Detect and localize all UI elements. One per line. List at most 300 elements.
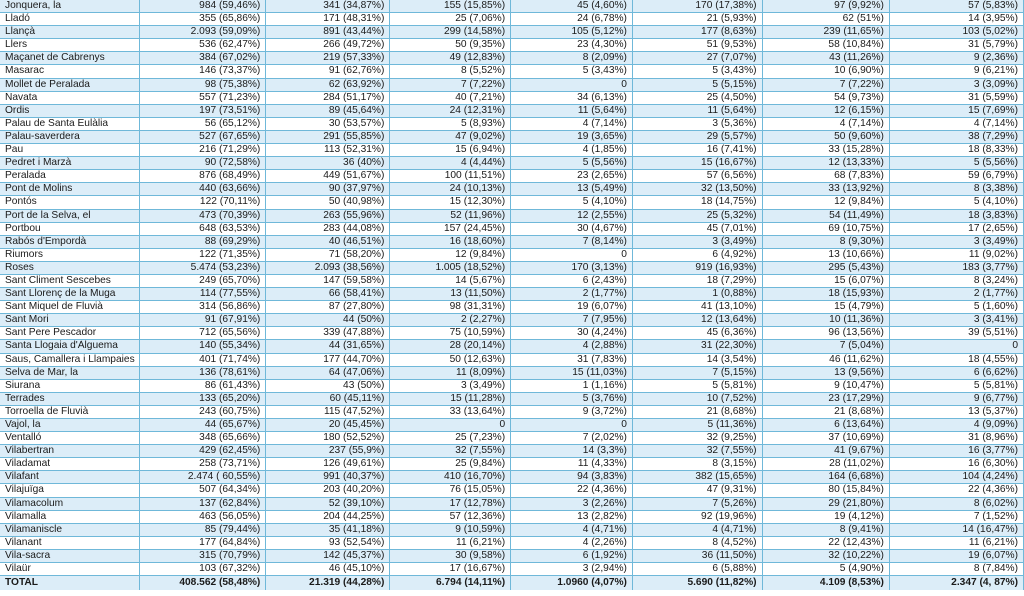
table-row xyxy=(0,366,1024,379)
value-cell: 137 (62,84%) xyxy=(140,497,266,510)
value-cell: 2 (1,77%) xyxy=(889,288,1023,301)
value-cell: 31 (7,83%) xyxy=(511,353,633,366)
value-cell: 13 (9,56%) xyxy=(762,366,889,379)
value-cell: 355 (65,86%) xyxy=(140,13,266,26)
value-cell: 5 (1,60%) xyxy=(889,301,1023,314)
value-cell: 18 (4,55%) xyxy=(889,353,1023,366)
table-row xyxy=(0,91,1024,104)
value-cell: 43 (11,26%) xyxy=(762,52,889,65)
municipality-name: Sant Miquel de Fluvià xyxy=(0,301,140,314)
value-cell: 86 (61,43%) xyxy=(140,379,266,392)
value-cell: 27 (7,07%) xyxy=(632,52,762,65)
value-cell: 203 (40,20%) xyxy=(266,484,390,497)
table-row xyxy=(0,458,1024,471)
value-cell: 105 (5,12%) xyxy=(511,26,633,39)
value-cell: 12 (13,64%) xyxy=(632,314,762,327)
value-cell: 24 (12,31%) xyxy=(390,104,511,117)
value-cell: 47 (9,02%) xyxy=(390,130,511,143)
value-cell: 557 (71,23%) xyxy=(140,91,266,104)
value-cell: 41 (13,10%) xyxy=(632,301,762,314)
table-row xyxy=(0,471,1024,484)
value-cell: 170 (3,13%) xyxy=(511,261,633,274)
municipality-name: Pontós xyxy=(0,196,140,209)
value-cell: 46 (45,10%) xyxy=(266,563,390,576)
value-cell: 14 (5,67%) xyxy=(390,274,511,287)
value-cell: 90 (72,58%) xyxy=(140,157,266,170)
value-cell: 19 (6,07%) xyxy=(889,549,1023,562)
value-cell: 473 (70,39%) xyxy=(140,209,266,222)
value-cell: 4 (7,14%) xyxy=(889,117,1023,130)
table-row xyxy=(0,549,1024,562)
value-cell: 15 (4,79%) xyxy=(762,301,889,314)
value-cell: 15 (11,03%) xyxy=(511,366,633,379)
value-cell: 3 (5,36%) xyxy=(632,117,762,130)
table-row xyxy=(0,196,1024,209)
value-cell: 197 (73,51%) xyxy=(140,104,266,117)
value-cell: 11 (4,33%) xyxy=(511,458,633,471)
value-cell: 8 (6,02%) xyxy=(889,497,1023,510)
municipality-name: Pont de Molins xyxy=(0,183,140,196)
table-row xyxy=(0,405,1024,418)
value-cell: 440 (63,66%) xyxy=(140,183,266,196)
value-cell: 382 (15,65%) xyxy=(632,471,762,484)
value-cell: 2 (1,77%) xyxy=(511,288,633,301)
value-cell: 14 (3,95%) xyxy=(889,13,1023,26)
value-cell: 5 (5,81%) xyxy=(632,379,762,392)
value-cell: 66 (58,41%) xyxy=(266,288,390,301)
value-cell: 0 xyxy=(889,340,1023,353)
table-row xyxy=(0,104,1024,117)
value-cell: 52 (11,96%) xyxy=(390,209,511,222)
value-cell: 339 (47,88%) xyxy=(266,327,390,340)
value-cell: 7 (5,15%) xyxy=(632,366,762,379)
value-cell: 44 (50%) xyxy=(266,314,390,327)
municipality-name: Terrades xyxy=(0,392,140,405)
value-cell: 21 (5,93%) xyxy=(632,13,762,26)
value-cell: 177 (64,84%) xyxy=(140,536,266,549)
value-cell: 7 (8,14%) xyxy=(511,235,633,248)
total-label: TOTAL xyxy=(0,576,140,591)
table-row xyxy=(0,536,1024,549)
value-cell: 96 (13,56%) xyxy=(762,327,889,340)
value-cell: 177 (44,70%) xyxy=(266,353,390,366)
value-cell: 8 (2,09%) xyxy=(511,52,633,65)
value-cell: 4 (2,26%) xyxy=(511,536,633,549)
value-cell: 14 (16,47%) xyxy=(889,523,1023,536)
value-cell: 7 (1,52%) xyxy=(889,510,1023,523)
municipality-name: Portbou xyxy=(0,222,140,235)
table-row xyxy=(0,445,1024,458)
value-cell: 38 (7,29%) xyxy=(889,130,1023,143)
value-cell: 32 (9,25%) xyxy=(632,432,762,445)
value-cell: 37 (10,69%) xyxy=(762,432,889,445)
value-cell: 219 (57,33%) xyxy=(266,52,390,65)
value-cell: 8 (9,41%) xyxy=(762,523,889,536)
value-cell: 155 (15,85%) xyxy=(390,0,511,13)
value-cell: 22 (12,43%) xyxy=(762,536,889,549)
value-cell: 401 (71,74%) xyxy=(140,353,266,366)
municipality-name: Sant Llorenç de la Muga xyxy=(0,288,140,301)
municipality-name: Lladó xyxy=(0,13,140,26)
value-cell: 5.474 (53,23%) xyxy=(140,261,266,274)
value-cell: 49 (12,83%) xyxy=(390,52,511,65)
value-cell: 32 (13,50%) xyxy=(632,183,762,196)
value-cell: 6 (1,92%) xyxy=(511,549,633,562)
value-cell: 98 (31,31%) xyxy=(390,301,511,314)
value-cell: 29 (21,80%) xyxy=(762,497,889,510)
value-cell: 8 (3,38%) xyxy=(889,183,1023,196)
municipality-name: Viladamat xyxy=(0,458,140,471)
value-cell: 315 (70,79%) xyxy=(140,549,266,562)
value-cell: 11 (9,02%) xyxy=(889,248,1023,261)
value-cell: 164 (6,68%) xyxy=(762,471,889,484)
value-cell: 115 (47,52%) xyxy=(266,405,390,418)
value-cell: 39 (5,51%) xyxy=(889,327,1023,340)
value-cell: 91 (67,91%) xyxy=(140,314,266,327)
value-cell: 19 (4,12%) xyxy=(762,510,889,523)
municipality-name: Jonquera, la xyxy=(0,0,140,13)
value-cell: 34 (6,13%) xyxy=(511,91,633,104)
value-cell: 6 (2,43%) xyxy=(511,274,633,287)
value-cell: 88 (69,29%) xyxy=(140,235,266,248)
value-cell: 31 (5,79%) xyxy=(889,39,1023,52)
value-cell: 284 (51,17%) xyxy=(266,91,390,104)
value-cell: 32 (7,55%) xyxy=(390,445,511,458)
value-cell: 10 (7,52%) xyxy=(632,392,762,405)
value-cell: 94 (3,83%) xyxy=(511,471,633,484)
value-cell: 25 (7,23%) xyxy=(390,432,511,445)
value-cell: 180 (52,52%) xyxy=(266,432,390,445)
value-cell: 15 (16,67%) xyxy=(632,157,762,170)
value-cell: 30 (4,67%) xyxy=(511,222,633,235)
value-cell: 507 (64,34%) xyxy=(140,484,266,497)
value-cell: 429 (62,45%) xyxy=(140,445,266,458)
value-cell: 45 (4,60%) xyxy=(511,0,633,13)
value-cell: 25 (7,06%) xyxy=(390,13,511,26)
value-cell: 13 (5,49%) xyxy=(511,183,633,196)
value-cell: 71 (58,20%) xyxy=(266,248,390,261)
municipality-name: Maçanet de Cabrenys xyxy=(0,52,140,65)
value-cell: 5 (4,10%) xyxy=(511,196,633,209)
value-cell: 1 (0,88%) xyxy=(632,288,762,301)
total-value-cell: 1.0960 (4,07%) xyxy=(511,576,633,591)
municipality-name: Masarac xyxy=(0,65,140,78)
value-cell: 75 (10,59%) xyxy=(390,327,511,340)
value-cell: 28 (20,14%) xyxy=(390,340,511,353)
value-cell: 7 (7,22%) xyxy=(762,78,889,91)
value-cell: 31 (22,30%) xyxy=(632,340,762,353)
value-cell: 36 (40%) xyxy=(266,157,390,170)
municipality-name: Riumors xyxy=(0,248,140,261)
value-cell: 57 (12,36%) xyxy=(390,510,511,523)
value-cell: 9 (2,36%) xyxy=(889,52,1023,65)
value-cell: 3 (3,09%) xyxy=(889,78,1023,91)
value-cell: 536 (62,47%) xyxy=(140,39,266,52)
value-cell: 177 (8,63%) xyxy=(632,26,762,39)
value-cell: 93 (52,54%) xyxy=(266,536,390,549)
value-cell: 136 (78,61%) xyxy=(140,366,266,379)
municipality-name: Santa Llogaia d'Àlguema xyxy=(0,340,140,353)
value-cell: 249 (65,70%) xyxy=(140,274,266,287)
value-cell: 50 (9,60%) xyxy=(762,130,889,143)
value-cell: 140 (55,34%) xyxy=(140,340,266,353)
value-cell: 4 (7,14%) xyxy=(511,117,633,130)
municipality-name: Vilanant xyxy=(0,536,140,549)
municipality-name: Peralada xyxy=(0,170,140,183)
table-row xyxy=(0,563,1024,576)
value-cell: 50 (40,98%) xyxy=(266,196,390,209)
value-cell: 89 (45,64%) xyxy=(266,104,390,117)
municipality-name: Vajol, la xyxy=(0,419,140,432)
value-cell: 15 (6,07%) xyxy=(762,274,889,287)
value-cell: 0 xyxy=(390,419,511,432)
value-cell: 43 (50%) xyxy=(266,379,390,392)
table-row xyxy=(0,432,1024,445)
value-cell: 7 (5,26%) xyxy=(632,497,762,510)
value-cell: 50 (12,63%) xyxy=(390,353,511,366)
value-cell: 171 (48,31%) xyxy=(266,13,390,26)
total-row xyxy=(0,576,1024,591)
value-cell: 25 (9,84%) xyxy=(390,458,511,471)
value-cell: 13 (10,66%) xyxy=(762,248,889,261)
value-cell: 4 (9,09%) xyxy=(889,419,1023,432)
value-cell: 2.093 (38,56%) xyxy=(266,261,390,274)
municipality-name: Sant Climent Sescebes xyxy=(0,274,140,287)
value-cell: 24 (6,78%) xyxy=(511,13,633,26)
value-cell: 12 (9,84%) xyxy=(390,248,511,261)
table-row xyxy=(0,327,1024,340)
municipality-name: Llançà xyxy=(0,26,140,39)
table-row xyxy=(0,52,1024,65)
value-cell: 4 (4,71%) xyxy=(632,523,762,536)
value-cell: 9 (6,77%) xyxy=(889,392,1023,405)
table-row xyxy=(0,209,1024,222)
value-cell: 122 (71,35%) xyxy=(140,248,266,261)
value-cell: 8 (3,24%) xyxy=(889,274,1023,287)
value-cell: 57 (6,56%) xyxy=(632,170,762,183)
value-cell: 11 (5,64%) xyxy=(511,104,633,117)
value-cell: 25 (5,32%) xyxy=(632,209,762,222)
value-cell: 0 xyxy=(511,419,633,432)
value-cell: 68 (7,83%) xyxy=(762,170,889,183)
value-cell: 876 (68,49%) xyxy=(140,170,266,183)
table-row xyxy=(0,39,1024,52)
municipality-name: Vilaür xyxy=(0,563,140,576)
value-cell: 16 (7,41%) xyxy=(632,144,762,157)
value-cell: 11 (6,21%) xyxy=(889,536,1023,549)
value-cell: 12 (9,84%) xyxy=(762,196,889,209)
table-row xyxy=(0,13,1024,26)
value-cell: 19 (6,07%) xyxy=(511,301,633,314)
value-cell: 299 (14,58%) xyxy=(390,26,511,39)
value-cell: 59 (6,79%) xyxy=(889,170,1023,183)
value-cell: 8 (4,52%) xyxy=(632,536,762,549)
value-cell: 25 (4,50%) xyxy=(632,91,762,104)
value-cell: 4 (7,14%) xyxy=(762,117,889,130)
municipality-name: Vilafant xyxy=(0,471,140,484)
municipality-name: Pau xyxy=(0,144,140,157)
value-cell: 2.093 (59,09%) xyxy=(140,26,266,39)
value-cell: 7 (7,95%) xyxy=(511,314,633,327)
value-cell: 4 (1,85%) xyxy=(511,144,633,157)
table-row xyxy=(0,26,1024,39)
value-cell: 984 (59,46%) xyxy=(140,0,266,13)
value-cell: 9 (3,72%) xyxy=(511,405,633,418)
value-cell: 15 (12,30%) xyxy=(390,196,511,209)
value-cell: 30 (4,24%) xyxy=(511,327,633,340)
value-cell: 76 (15,05%) xyxy=(390,484,511,497)
value-cell: 17 (16,67%) xyxy=(390,563,511,576)
value-cell: 8 (3,15%) xyxy=(632,458,762,471)
value-cell: 54 (11,49%) xyxy=(762,209,889,222)
value-cell: 7 (5,04%) xyxy=(762,340,889,353)
value-cell: 6 (5,88%) xyxy=(632,563,762,576)
municipality-name: Roses xyxy=(0,261,140,274)
municipality-name: Pedret i Marzà xyxy=(0,157,140,170)
value-cell: 45 (7,01%) xyxy=(632,222,762,235)
value-cell: 133 (65,20%) xyxy=(140,392,266,405)
value-cell: 35 (41,18%) xyxy=(266,523,390,536)
value-cell: 10 (6,90%) xyxy=(762,65,889,78)
value-cell: 14 (3,3%) xyxy=(511,445,633,458)
value-cell: 9 (10,59%) xyxy=(390,523,511,536)
value-cell: 29 (5,57%) xyxy=(632,130,762,143)
value-cell: 18 (8,33%) xyxy=(889,144,1023,157)
value-cell: 10 (11,36%) xyxy=(762,314,889,327)
municipality-name: Ordis xyxy=(0,104,140,117)
table-row xyxy=(0,353,1024,366)
value-cell: 4 (2,88%) xyxy=(511,340,633,353)
value-cell: 16 (3,77%) xyxy=(889,445,1023,458)
value-cell: 60 (45,11%) xyxy=(266,392,390,405)
value-cell: 87 (27,80%) xyxy=(266,301,390,314)
value-cell: 18 (7,29%) xyxy=(632,274,762,287)
value-cell: 122 (70,11%) xyxy=(140,196,266,209)
table-row xyxy=(0,235,1024,248)
value-cell: 266 (49,72%) xyxy=(266,39,390,52)
value-cell: 23 (4,30%) xyxy=(511,39,633,52)
value-cell: 4 (4,44%) xyxy=(390,157,511,170)
value-cell: 33 (15,28%) xyxy=(762,144,889,157)
value-cell: 8 (5,52%) xyxy=(390,65,511,78)
value-cell: 6 (13,64%) xyxy=(762,419,889,432)
municipality-name: Vilamalla xyxy=(0,510,140,523)
value-cell: 348 (65,66%) xyxy=(140,432,266,445)
value-cell: 12 (6,15%) xyxy=(762,104,889,117)
value-cell: 50 (9,35%) xyxy=(390,39,511,52)
value-cell: 5 (4,90%) xyxy=(762,563,889,576)
value-cell: 3 (3,41%) xyxy=(889,314,1023,327)
value-cell: 23 (2,65%) xyxy=(511,170,633,183)
table-row xyxy=(0,379,1024,392)
value-cell: 22 (4,36%) xyxy=(511,484,633,497)
value-cell: 28 (11,02%) xyxy=(762,458,889,471)
value-cell: 3 (2,94%) xyxy=(511,563,633,576)
value-cell: 216 (71,29%) xyxy=(140,144,266,157)
value-cell: 12 (2,55%) xyxy=(511,209,633,222)
total-value-cell: 6.794 (14,11%) xyxy=(390,576,511,591)
value-cell: 103 (5,02%) xyxy=(889,26,1023,39)
value-cell: 13 (5,37%) xyxy=(889,405,1023,418)
value-cell: 8 (9,30%) xyxy=(762,235,889,248)
value-cell: 58 (10,84%) xyxy=(762,39,889,52)
value-cell: 47 (9,31%) xyxy=(632,484,762,497)
table-row xyxy=(0,65,1024,78)
value-cell: 32 (10,22%) xyxy=(762,549,889,562)
municipality-name: Saus, Camallera i Llampaies xyxy=(0,353,140,366)
value-cell: 40 (46,51%) xyxy=(266,235,390,248)
value-cell: 44 (65,67%) xyxy=(140,419,266,432)
value-cell: 5 (8,93%) xyxy=(390,117,511,130)
value-cell: 20 (45,45%) xyxy=(266,419,390,432)
table-row xyxy=(0,314,1024,327)
value-cell: 263 (55,96%) xyxy=(266,209,390,222)
value-cell: 103 (67,32%) xyxy=(140,563,266,576)
municipality-name: Palau-saverdera xyxy=(0,130,140,143)
table-row xyxy=(0,523,1024,536)
value-cell: 45 (6,36%) xyxy=(632,327,762,340)
value-cell: 463 (56,05%) xyxy=(140,510,266,523)
value-cell: 16 (18,60%) xyxy=(390,235,511,248)
municipality-name: Llers xyxy=(0,39,140,52)
municipality-name: Palau de Santa Eulàlia xyxy=(0,117,140,130)
value-cell: 3 (3,49%) xyxy=(889,235,1023,248)
value-cell: 5 (5,56%) xyxy=(511,157,633,170)
value-cell: 384 (67,02%) xyxy=(140,52,266,65)
value-cell: 52 (39,10%) xyxy=(266,497,390,510)
value-cell: 44 (31,65%) xyxy=(266,340,390,353)
value-cell: 3 (3,49%) xyxy=(632,235,762,248)
municipality-name: Ventalló xyxy=(0,432,140,445)
value-cell: 31 (8,96%) xyxy=(889,432,1023,445)
value-cell: 19 (3,65%) xyxy=(511,130,633,143)
value-cell: 295 (5,43%) xyxy=(762,261,889,274)
value-cell: 30 (9,58%) xyxy=(390,549,511,562)
value-cell: 239 (11,65%) xyxy=(762,26,889,39)
value-cell: 258 (73,71%) xyxy=(140,458,266,471)
value-cell: 5 (11,36%) xyxy=(632,419,762,432)
table-row xyxy=(0,484,1024,497)
value-cell: 6 (6,62%) xyxy=(889,366,1023,379)
value-cell: 18 (14,75%) xyxy=(632,196,762,209)
value-cell: 62 (63,92%) xyxy=(266,78,390,91)
value-cell: 2.474 ( 60,55%) xyxy=(140,471,266,484)
value-cell: 4 (4,71%) xyxy=(511,523,633,536)
value-cell: 36 (11,50%) xyxy=(632,549,762,562)
municipality-name: Vilabertran xyxy=(0,445,140,458)
value-cell: 56 (65,12%) xyxy=(140,117,266,130)
total-value-cell: 21.319 (44,28%) xyxy=(266,576,390,591)
table-row xyxy=(0,392,1024,405)
total-value-cell: 4.109 (8,53%) xyxy=(762,576,889,591)
table-row xyxy=(0,130,1024,143)
value-cell: 527 (67,65%) xyxy=(140,130,266,143)
value-cell: 1 (1,16%) xyxy=(511,379,633,392)
value-cell: 18 (3,83%) xyxy=(889,209,1023,222)
value-cell: 449 (51,67%) xyxy=(266,170,390,183)
value-cell: 1.005 (18,52%) xyxy=(390,261,511,274)
value-cell: 7 (2,02%) xyxy=(511,432,633,445)
value-cell: 33 (13,64%) xyxy=(390,405,511,418)
value-cell: 11 (8,09%) xyxy=(390,366,511,379)
value-cell: 341 (34,87%) xyxy=(266,0,390,13)
value-cell: 283 (44,08%) xyxy=(266,222,390,235)
table-row xyxy=(0,261,1024,274)
value-cell: 9 (10,47%) xyxy=(762,379,889,392)
value-cell: 100 (11,51%) xyxy=(390,170,511,183)
value-cell: 991 (40,37%) xyxy=(266,471,390,484)
table-row xyxy=(0,157,1024,170)
